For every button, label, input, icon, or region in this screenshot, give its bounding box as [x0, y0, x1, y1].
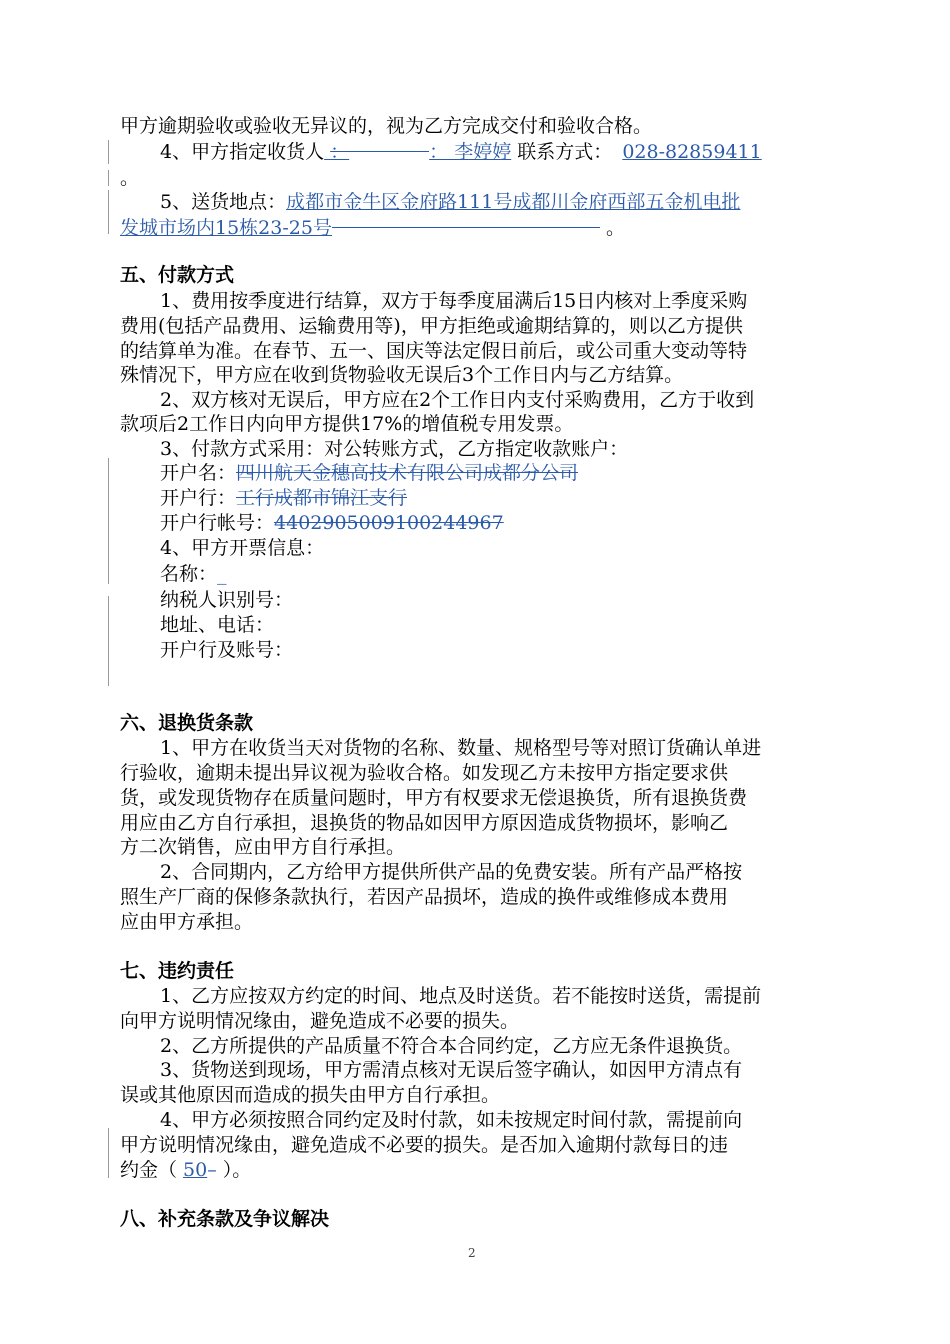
- contact-label: 联系方式：: [517, 141, 613, 163]
- invoice-name-label: 名称：: [160, 563, 218, 585]
- s5-p1-l4: 殊情况下，甲方应在收到货物验收无误后3个工作日内与乙方结算。: [120, 364, 684, 386]
- delivery-accept-line: 甲方逾期验收或验收无异议的，视为乙方完成交付和验收合格。: [120, 115, 653, 137]
- invoice-bank-row: 开户行及账号：: [160, 639, 294, 661]
- s5-p2-l2: 款项后2工作日内向甲方提供17%的增值税专用发票。: [120, 413, 574, 435]
- section-8-title: 八、补充条款及争议解决: [120, 1208, 330, 1230]
- address-value-2: 发城市场内15栋23-25号: [120, 217, 332, 239]
- receiver-prefix: 4、甲方指定收货人: [160, 141, 325, 163]
- section-5-title: 五、付款方式: [120, 264, 235, 286]
- s6-p2-l2: 照生产厂商的保修条款执行，若因产品损坏，造成的换件或维修成本费用: [120, 886, 729, 908]
- s5-p1-l2: 费用(包括产品费用、运输费用等)，甲方拒绝或逾期结算的，则以乙方提供: [120, 315, 743, 337]
- page-number: 2: [468, 1246, 476, 1260]
- account-number-value: 4402905009100244967: [274, 512, 504, 534]
- bank-value: 工行成都市锦江支行: [236, 487, 408, 509]
- s7-p4-l1: 4、甲方必须按照合同约定及时付款，如未按规定时间付款，需提前向: [160, 1109, 743, 1131]
- invoice-name-row: [160, 561, 227, 587]
- penalty-prefix: 约金（: [120, 1159, 184, 1181]
- account-number-row: [160, 510, 504, 536]
- s6-p2-l3: 应由甲方承担。: [120, 911, 254, 933]
- s7-p3-l1: 3、货物送到现场，甲方需清点核对无误后签字确认，如因甲方清点有: [160, 1059, 743, 1081]
- s6-p1-l2: 行验收，逾期未提出异议视为验收合格。如发现乙方未按甲方指定要求供: [120, 762, 729, 784]
- address-end: 。: [606, 217, 626, 239]
- s7-p4-l3: [120, 1157, 251, 1183]
- revision-bar: [108, 1128, 109, 1178]
- s7-p1-l1: 1、乙方应按双方约定的时间、地点及时送货。若不能按时送货，需提前: [160, 985, 762, 1007]
- account-name-row: [160, 460, 578, 486]
- s6-p1-l1: 1、甲方在收货当天对货物的名称、数量、规格型号等对照订货确认单进: [160, 737, 762, 759]
- invoice-tax-row: 纳税人识别号：: [160, 589, 294, 611]
- invoice-address-row: 地址、电话：: [160, 614, 275, 636]
- revision-bar: [108, 140, 109, 164]
- bank-label: 开户行：: [160, 487, 237, 509]
- s5-p4: 4、甲方开票信息：: [160, 537, 325, 559]
- address-value-1: 成都市金牛区金府路111号成都川金府西部五金机电批: [286, 191, 741, 213]
- bank-row: [160, 485, 407, 511]
- s6-p1-l5: 方二次销售，应由甲方自行承担。: [120, 836, 406, 858]
- penalty-dash: –: [207, 1159, 217, 1181]
- s7-p3-l2: 误或其他原因而造成的损失由甲方自行承担。: [120, 1084, 501, 1106]
- phone-number: 028-82859411: [622, 141, 762, 163]
- s5-p2-l1: 2、双方核对无误后，甲方应在2个工作日内支付采购费用，乙方于收到: [160, 389, 755, 411]
- receiver-period: 。: [120, 167, 140, 189]
- s5-p1-l3: 的结算单为准。在春节、五一、国庆等法定假日前后，或公司重大变动等特: [120, 340, 748, 362]
- revision-bar: [108, 190, 109, 234]
- s6-p1-l4: 用应由乙方自行承担，退换货的物品如因甲方原因造成货物损坏，影响乙: [120, 812, 729, 834]
- s6-p2-l1: 2、合同期内，乙方给甲方提供所供产品的免费安装。所有产品严格按: [160, 861, 743, 883]
- address-line-1: [160, 189, 740, 215]
- receiver-name: ： ： 李婷婷: [330, 141, 512, 163]
- account-name-value: 四川航天金穗高技术有限公司成都分公司: [236, 462, 579, 484]
- revision-bar: [108, 170, 109, 186]
- s7-p4-l2: 甲方说明情况缘由，避免造成不必要的损失。是否加入逾期付款每日的违: [120, 1134, 729, 1156]
- section-6-title: 六、退换货条款: [120, 712, 254, 734]
- account-name-label: 开户名：: [160, 462, 237, 484]
- address-underline: [332, 227, 600, 228]
- s7-p2: 2、乙方所提供的产品质量不符合本合同约定，乙方应无条件退换货。: [160, 1035, 743, 1057]
- receiver-line: [160, 139, 762, 165]
- account-number-label: 开户行帐号：: [160, 512, 275, 534]
- address-line-2: [120, 215, 625, 241]
- s5-p1-l1: 1、费用按季度进行结算，双方于每季度届满后15日内核对上季度采购: [160, 290, 748, 312]
- revision-bar: [108, 596, 109, 686]
- s6-p1-l3: 货，或发现货物存在质量问题时，甲方有权要求无偿退换货，所有退换货费: [120, 787, 748, 809]
- penalty-suffix: ）。: [216, 1159, 252, 1181]
- s5-p3: 3、付款方式采用：对公转账方式，乙方指定收款账户：: [160, 438, 629, 460]
- invoice-name-value: _: [217, 563, 227, 585]
- address-prefix: 5、送货地点：: [160, 191, 287, 213]
- section-7-title: 七、违约责任: [120, 960, 235, 982]
- penalty-value: 50: [183, 1159, 208, 1181]
- s7-p1-l2: 向甲方说明情况缘由，避免造成不必要的损失。: [120, 1010, 520, 1032]
- revision-bar: [108, 458, 109, 584]
